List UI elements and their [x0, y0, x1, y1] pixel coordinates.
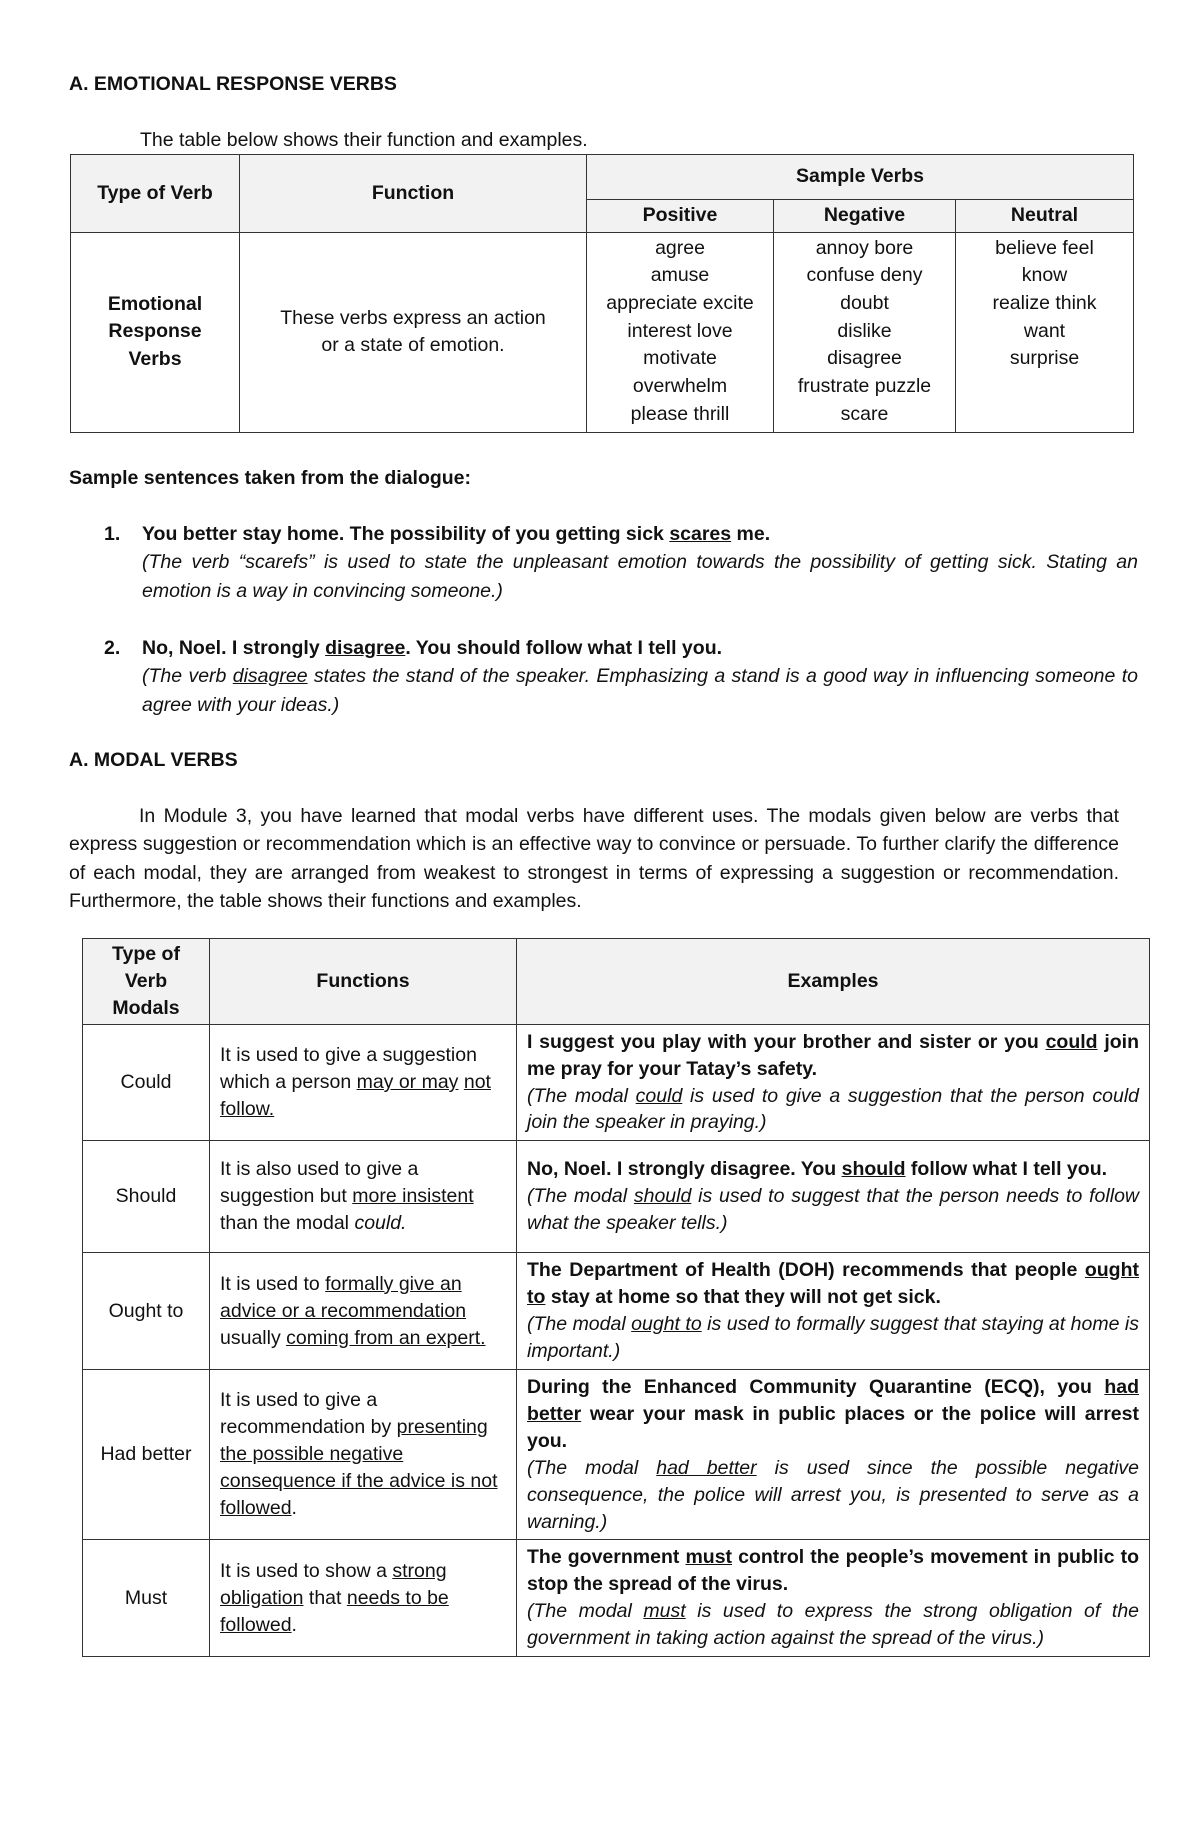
verb-item: scare: [840, 402, 889, 425]
modal-type-cell: Should: [83, 1141, 210, 1253]
header-neutral: Neutral: [956, 200, 1134, 233]
header-positive: Positive: [587, 200, 774, 233]
verb-item: confuse deny: [806, 264, 923, 287]
example-explanation: (The modal must is used to express the strong obligation of the government in taking action against the spread of the virus.): [527, 1600, 1140, 1650]
sentence-text: No, Noel. I strongly disagree. You should follow what I tell you.: [142, 637, 723, 659]
header-sample-verbs: Sample Verbs: [587, 155, 1134, 200]
modal-verbs-table: [82, 938, 1150, 1657]
verb-item: frustrate puzzle: [797, 375, 932, 398]
modal-function-cell: It is used to give a suggestion which a person may or may not follow.: [210, 1024, 517, 1141]
example-explanation: (The modal ought to is used to formally suggest that staying at home is important.): [527, 1313, 1139, 1363]
header-examples: Examples: [517, 939, 1150, 1025]
example-explanation: (The modal should is used to suggest that the person needs to follow what the speaker tells.): [527, 1185, 1139, 1235]
sentence-text: You better stay home. The possibility of you getting sick scares me.: [142, 523, 771, 545]
example-explanation: (The modal could is used to give a suggestion that the person could join the speaker in praying.): [527, 1084, 1140, 1134]
modal-example-cell: [517, 1369, 1150, 1539]
table-row: [83, 1141, 1150, 1253]
example-sentence: No, Noel. I strongly disagree. You should follow what I tell you.: [527, 1158, 1108, 1181]
verb-item: know: [1021, 264, 1068, 287]
verb-item: motivate: [643, 347, 717, 370]
table-row: [83, 1024, 1150, 1141]
verb-item: interest love: [627, 319, 733, 342]
verb-item: appreciate excite: [606, 292, 754, 315]
modal-function-cell: It is also used to give a suggestion but more insistent than the modal could.: [210, 1141, 517, 1253]
header-functions: Functions: [210, 939, 517, 1025]
table-intro: The table below shows their function and examples.: [140, 129, 588, 151]
verb-item: agree: [655, 236, 705, 259]
modal-intro-paragraph: In Module 3, you have learned that modal verbs have different uses. The modals given below are verbs that express suggestion or recommendation which is an effective way to convince or persuade. To further clarify the difference of each modal, they are arranged from weakest to strongest in terms of expressing a suggestion or recommendation. Furthermore, the table shows their functions and examples.: [69, 805, 1119, 912]
modal-function-cell: It is used to formally give an advice or a recommendation usually coming from an expert.: [210, 1253, 517, 1370]
samples-heading: Sample sentences taken from the dialogue:: [69, 467, 472, 489]
modal-type-cell: Ought to: [83, 1253, 210, 1370]
sentence-explanation: (The verb disagree states the stand of the speaker. Emphasizing a stand is a good way in influencing someone to agree with your ideas.): [142, 665, 1138, 716]
example-sentence: I suggest you play with your brother and sister or you could join me pray for your Tatay’s safety.: [527, 1030, 1139, 1080]
table-row: [83, 1253, 1150, 1370]
modal-example-cell: [517, 1141, 1150, 1253]
header-negative: Negative: [774, 200, 956, 233]
verb-item: please thrill: [630, 402, 730, 425]
verb-item: annoy bore: [815, 236, 914, 259]
verb-item: doubt: [840, 292, 889, 315]
section-heading-modal-verbs: A. MODAL VERBS: [69, 749, 238, 771]
example-explanation: (The modal had better is used since the possible negative consequence, the police will arrest you, is presented to serve as a warning.): [527, 1456, 1139, 1533]
sample-sentence-2: 2. No, Noel. I strongly disagree. You should follow what I tell you. (The verb disagree states the stand of the speaker. Emphasizing a stand is a good way in influencing someone to agree with your ideas.): [142, 634, 1138, 719]
verb-item: want: [1023, 319, 1066, 342]
sentence-explanation: (The verb “scarefs” is used to state the unpleasant emotion towards the possibility of getting sick. Stating an emotion is a way in convincing someone.): [142, 551, 1138, 602]
verb-item: dislike: [837, 319, 892, 342]
verb-item: disagree: [827, 347, 902, 370]
header-type-of-verb: Type of Verb: [71, 155, 240, 233]
modal-example-cell: [517, 1024, 1150, 1141]
header-function: Function: [240, 155, 587, 233]
positive-verbs-cell: [587, 232, 774, 432]
modal-example-cell: [517, 1540, 1150, 1657]
emotional-verbs-table: [70, 154, 1134, 433]
neutral-verbs-cell: [956, 232, 1134, 432]
modal-example-cell: [517, 1253, 1150, 1370]
verb-item: amuse: [650, 264, 710, 287]
type-cell: Emotional Response Verbs: [71, 232, 240, 432]
verb-item: realize think: [992, 292, 1097, 315]
function-cell: These verbs express an action or a state of emotion.: [240, 232, 587, 432]
verb-item: believe feel: [995, 236, 1094, 259]
example-sentence: During the Enhanced Community Quarantine (ECQ), you had better wear your mask in public places or the police will arrest you.: [527, 1375, 1139, 1452]
example-sentence: The government must control the people’s movement in public to stop the spread of the virus.: [527, 1546, 1139, 1596]
verb-item: overwhelm: [632, 375, 728, 398]
modal-function-cell: It is used to give a recommendation by presenting the possible negative consequence if the advice is not followed.: [210, 1369, 517, 1539]
modal-type-cell: Could: [83, 1024, 210, 1141]
negative-verbs-cell: [774, 232, 956, 432]
example-sentence: The Department of Health (DOH) recommends that people ought to stay at home so that they will not get sick.: [527, 1259, 1139, 1309]
sample-sentence-1: 1. You better stay home. The possibility of you getting sick scares me. (The verb “scarefs” is used to state the unpleasant emotion towards the possibility of getting sick. Stating an emotion is a way in convincing someone.): [142, 520, 1138, 605]
modal-function-cell: It is used to show a strong obligation that needs to be followed.: [210, 1540, 517, 1657]
verb-item: surprise: [1009, 347, 1080, 370]
modal-type-cell: Had better: [83, 1369, 210, 1539]
table-row: [83, 1369, 1150, 1539]
section-heading-emotional-verbs: A. EMOTIONAL RESPONSE VERBS: [69, 73, 397, 95]
table-row: [83, 1540, 1150, 1657]
modal-type-cell: Must: [83, 1540, 210, 1657]
header-type-of-verb-modals: Type of Verb Modals: [83, 939, 210, 1025]
